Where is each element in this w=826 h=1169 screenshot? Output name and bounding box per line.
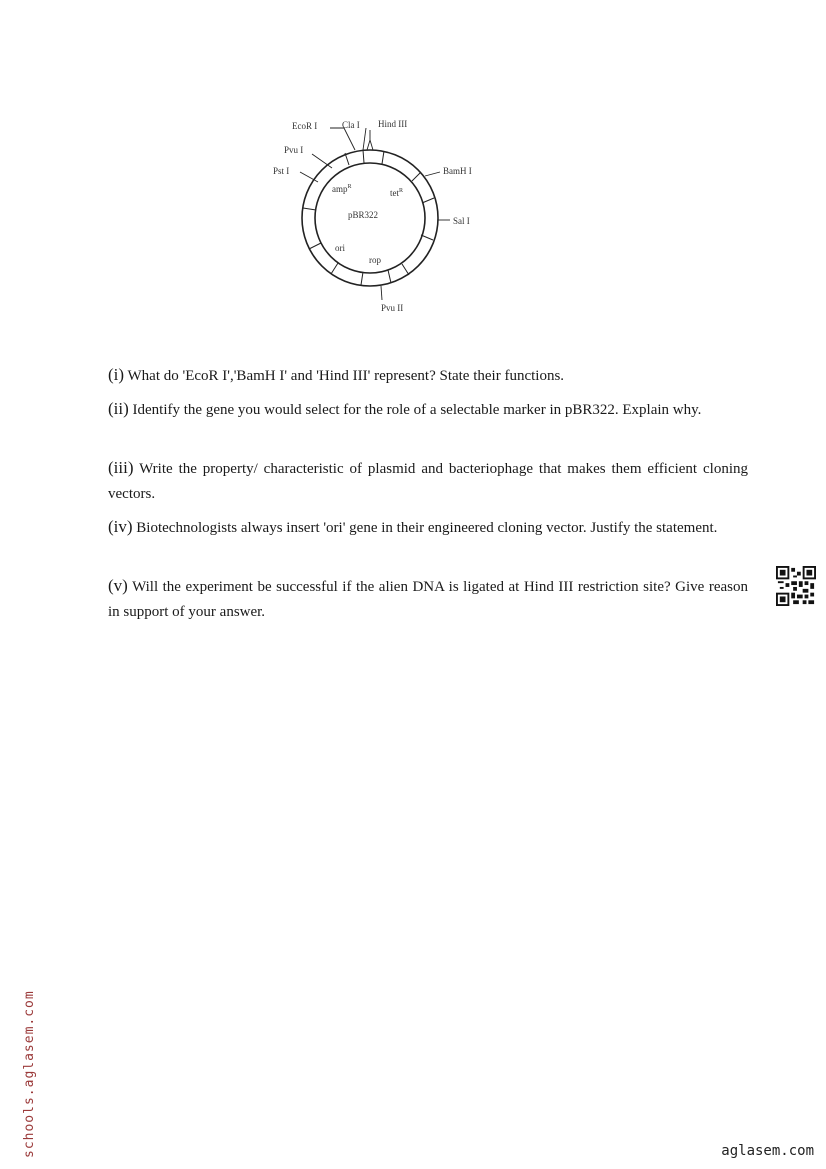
footer-brand-text: aglasem.com xyxy=(721,1143,814,1159)
gene-label-amp: amp$^R$ xyxy=(332,184,352,194)
question-number: (iii) xyxy=(108,458,134,477)
question-item-v xyxy=(108,573,748,625)
question-text: What do 'EcoR I','BamH I' and 'Hind III' represent? State their functions. xyxy=(124,368,565,384)
site-label-ecor1: EcoR I xyxy=(292,121,318,131)
site-label-sal1: Sal I xyxy=(453,216,470,226)
question-number: (i) xyxy=(108,365,125,384)
site-label-pst1: Pst I xyxy=(273,166,290,176)
question-item-i xyxy=(108,362,748,389)
question-number: (v) xyxy=(108,576,128,595)
site-label-hind3: Hind III xyxy=(378,119,408,129)
site-label-pvu1: Pvu I xyxy=(284,145,304,155)
site-label-pvu2: Pvu II xyxy=(381,303,404,313)
gene-label-rop: rop xyxy=(369,255,381,265)
question-text: Write the property/ characteristic of plasmid and bacteriophage that makes them efficient cloning vectors. xyxy=(108,461,748,502)
question-number: (iv) xyxy=(108,517,133,536)
question-item-ii xyxy=(108,396,748,423)
site-label-bamh1: BamH I xyxy=(443,166,472,176)
plasmid-name-label: pBR322 xyxy=(348,210,379,220)
question-text: Biotechnologists always insert 'ori' gene in their engineered cloning vector. Justify the statement. xyxy=(132,520,718,536)
question-item-iv xyxy=(108,514,748,541)
question-text: Will the experiment be successful if the alien DNA is ligated at Hind III restriction site? Give reason in support of your answer. xyxy=(108,579,748,620)
question-item-iii xyxy=(108,455,748,507)
qr-code-icon[interactable] xyxy=(776,566,816,606)
question-number: (ii) xyxy=(108,399,129,418)
question-text: Identify the gene you would select for the role of a selectable marker in pBR322. Explain why. xyxy=(128,402,702,418)
side-watermark-text: schools.aglasem.com xyxy=(22,990,37,1158)
site-label-cla1: Cla I xyxy=(342,120,360,130)
gene-label-tet: tet$^R$ xyxy=(390,188,404,198)
plasmid-pbr322-diagram xyxy=(260,110,500,325)
gene-label-ori: ori xyxy=(335,243,345,253)
